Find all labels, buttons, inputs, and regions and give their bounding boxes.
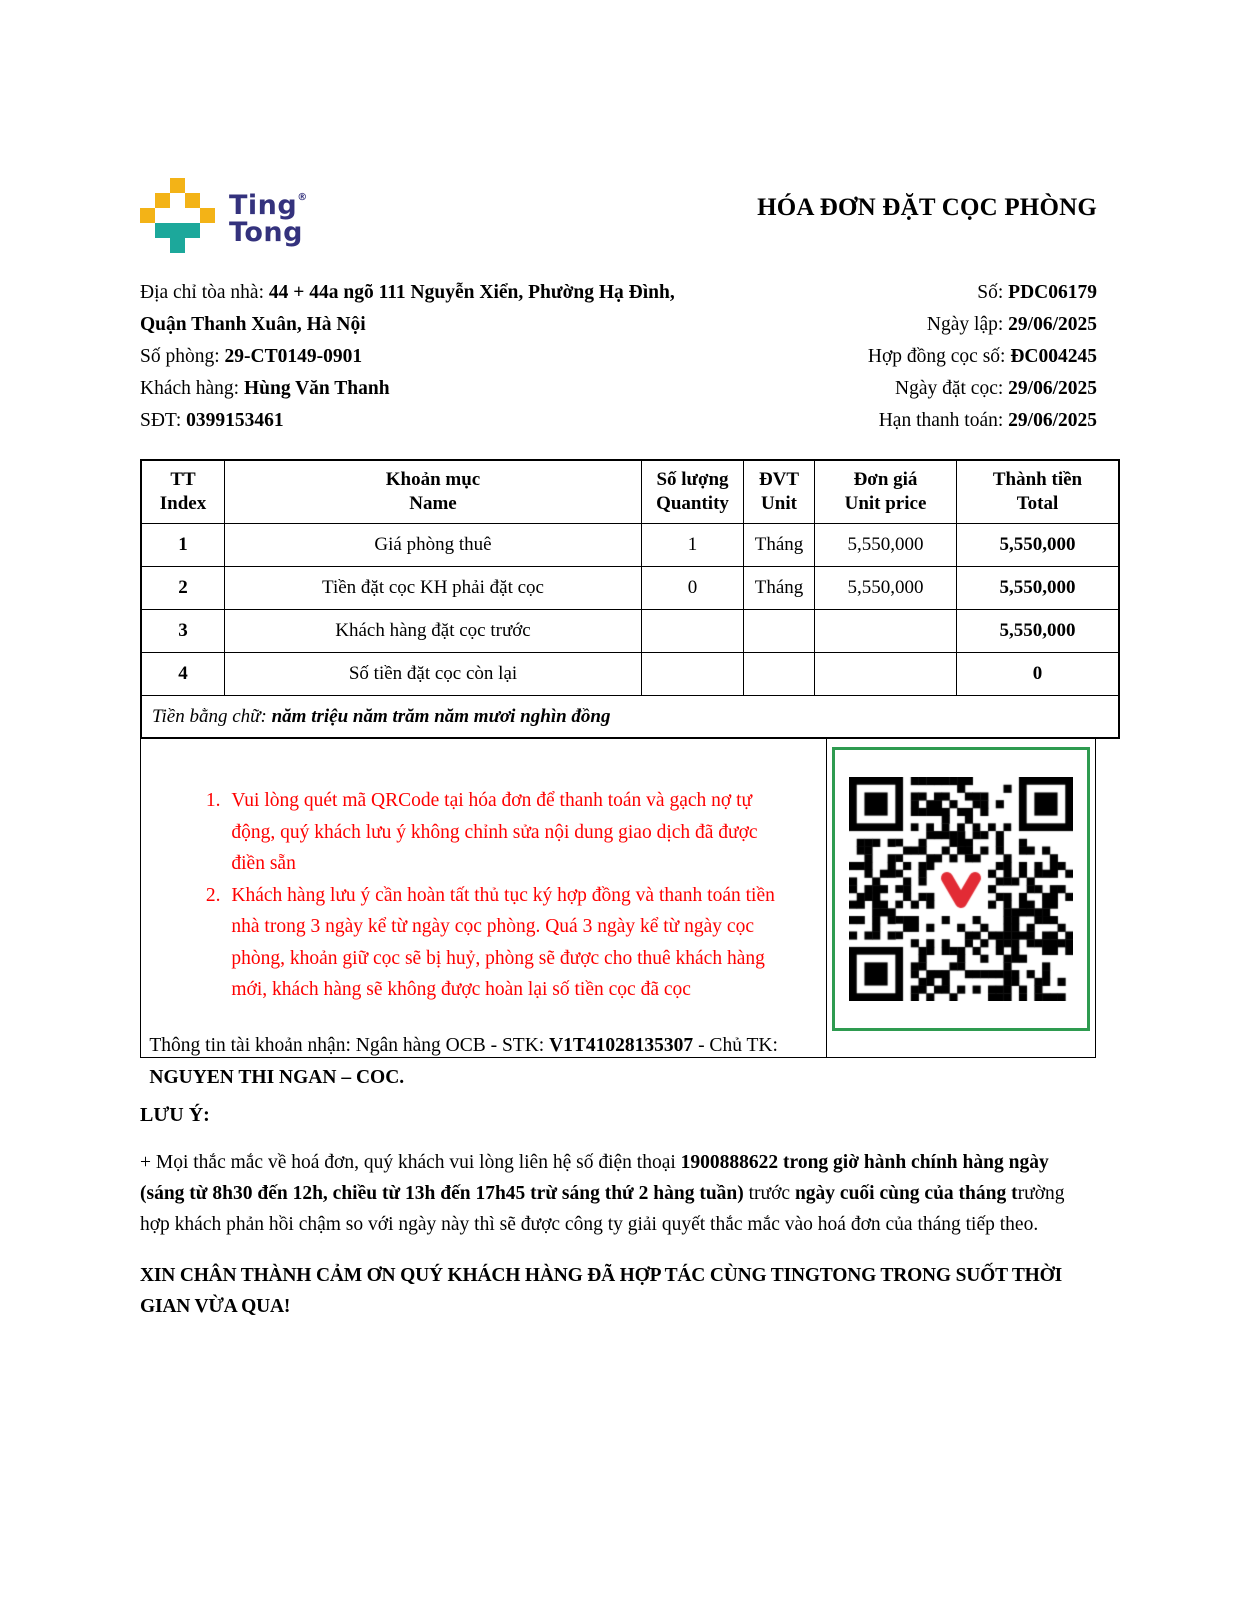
row-name: Giá phòng thuê bbox=[225, 524, 642, 567]
bank-account-info: Thông tin tài khoản nhận: Ngân hàng OCB - STK: V1T41028135307 - Chủ TK: NGUYEN THI NGAN – COC. bbox=[149, 1034, 778, 1088]
customer-phone: SĐT: 0399153461 bbox=[140, 410, 284, 431]
tingtong-logo-icon bbox=[140, 178, 215, 253]
row-unit-price bbox=[815, 653, 957, 696]
row-unit: Tháng bbox=[744, 567, 815, 610]
deposit-date: Ngày đặt cọc: 29/06/2025 bbox=[894, 378, 1097, 399]
payment-warning-item: 2. Khách hàng lưu ý cần hoàn tất thủ tục ký hợp đồng và thanh toán tiền nhà trong 3 ngày kể từ ngày cọc phòng. Quá 3 ngày kể từ ngày cọc phòng, khoản giữ cọc sẽ bị huỷ, phòng sẽ được cho thuê khách hàng mới, khách hàng sẽ không được hoàn lại số tiền cọc đã cọc bbox=[225, 880, 792, 1006]
row-unit bbox=[744, 653, 815, 696]
thank-you-message: XIN CHÂN THÀNH CẢM ƠN QUÝ KHÁCH HÀNG ĐÃ HỢP TÁC CÙNG TINGTONG TRONG SUỐT THỜI GIAN VỪA QUA! bbox=[140, 1264, 1062, 1317]
invoice-info bbox=[140, 277, 1097, 437]
qr-cell bbox=[827, 739, 1095, 1057]
row-index: 4 bbox=[141, 653, 225, 696]
row-index: 1 bbox=[141, 524, 225, 567]
room-number: Số phòng: 29-CT0149-0901 bbox=[140, 346, 363, 367]
header bbox=[140, 178, 1097, 253]
tingtong-logo-text: Ting® Tong bbox=[229, 190, 308, 248]
notice-title: LƯU Ý: bbox=[140, 1104, 210, 1126]
col-header-name: Khoản mục Name bbox=[225, 460, 642, 524]
row-index: 3 bbox=[141, 610, 225, 653]
table-row bbox=[141, 567, 1119, 610]
row-quantity: 0 bbox=[642, 567, 744, 610]
items-table bbox=[140, 459, 1120, 739]
page-title: HÓA ĐƠN ĐẶT CỌC PHÒNG bbox=[757, 194, 1097, 221]
row-quantity bbox=[642, 610, 744, 653]
row-unit-price: 5,550,000 bbox=[815, 567, 957, 610]
col-header-total: Thành tiền Total bbox=[957, 460, 1120, 524]
deposit-contract-number: Hợp đồng cọc số: ĐC004245 bbox=[867, 346, 1097, 367]
row-unit bbox=[744, 610, 815, 653]
payment-warning-item: 1. Vui lòng quét mã QRCode tại hóa đơn để thanh toán và gạch nợ tự động, quý khách lưu ý không chỉnh sửa nội dung giao dịch đã được điền sẵn bbox=[225, 785, 792, 880]
table-row bbox=[141, 653, 1119, 696]
row-quantity bbox=[642, 653, 744, 696]
row-total: 5,550,000 bbox=[957, 567, 1120, 610]
invoice-info-left bbox=[140, 277, 725, 437]
row-name: Tiền đặt cọc KH phải đặt cọc bbox=[225, 567, 642, 610]
row-name: Số tiền đặt cọc còn lại bbox=[225, 653, 642, 696]
building-address: Địa chỉ tòa nhà: 44 + 44a ngõ 111 Nguyễn Xiển, Phường Hạ Đình, Quận Thanh Xuân, Hà Nội bbox=[140, 282, 675, 335]
row-name: Khách hàng đặt cọc trước bbox=[225, 610, 642, 653]
row-index: 2 bbox=[141, 567, 225, 610]
row-total: 0 bbox=[957, 653, 1120, 696]
row-quantity: 1 bbox=[642, 524, 744, 567]
qr-frame bbox=[832, 747, 1090, 1031]
row-unit-price: 5,550,000 bbox=[815, 524, 957, 567]
table-row bbox=[141, 610, 1119, 653]
row-total: 5,550,000 bbox=[957, 524, 1120, 567]
customer-name: Khách hàng: Hùng Văn Thanh bbox=[140, 378, 390, 399]
col-header-unit-price: Đơn giá Unit price bbox=[815, 460, 957, 524]
table-row bbox=[141, 524, 1119, 567]
col-header-unit: ĐVT Unit bbox=[744, 460, 815, 524]
notice-paragraph: + Mọi thắc mắc về hoá đơn, quý khách vui lòng liên hệ số điện thoại 1900888622 trong giờ hành chính hàng ngày (sáng từ 8h30 đến 12h, chiều từ 13h đến 17h45 trừ sáng thứ 2 hàng tuần) trước ngày cuối cùng của tháng trường hợp khách phản hồi chậm so với ngày này thì sẽ được công ty giải quyết thắc mắc vào hoá đơn của tháng tiếp theo. bbox=[140, 1152, 1065, 1235]
tingtong-logo bbox=[140, 178, 307, 253]
payment-warning-list bbox=[149, 785, 792, 1006]
amount-in-words: Tiền bằng chữ: năm triệu năm trăm năm mươi nghìn đồng bbox=[141, 696, 1119, 739]
invoice-number: Số: PDC06179 bbox=[977, 282, 1097, 303]
row-unit: Tháng bbox=[744, 524, 815, 567]
payment-box bbox=[140, 739, 1096, 1088]
issue-date: Ngày lập: 29/06/2025 bbox=[926, 314, 1097, 335]
payment-notes-cell bbox=[141, 739, 827, 1088]
col-header-index: TT Index bbox=[141, 460, 225, 524]
col-header-quantity: Số lượng Quantity bbox=[642, 460, 744, 524]
amount-in-words-row bbox=[141, 696, 1119, 739]
invoice-info-right bbox=[868, 277, 1097, 437]
row-unit-price bbox=[815, 610, 957, 653]
payment-due-date: Hạn thanh toán: 29/06/2025 bbox=[878, 410, 1097, 431]
qr-code bbox=[849, 777, 1073, 1001]
row-total: 5,550,000 bbox=[957, 610, 1120, 653]
table-header-row bbox=[141, 460, 1119, 524]
